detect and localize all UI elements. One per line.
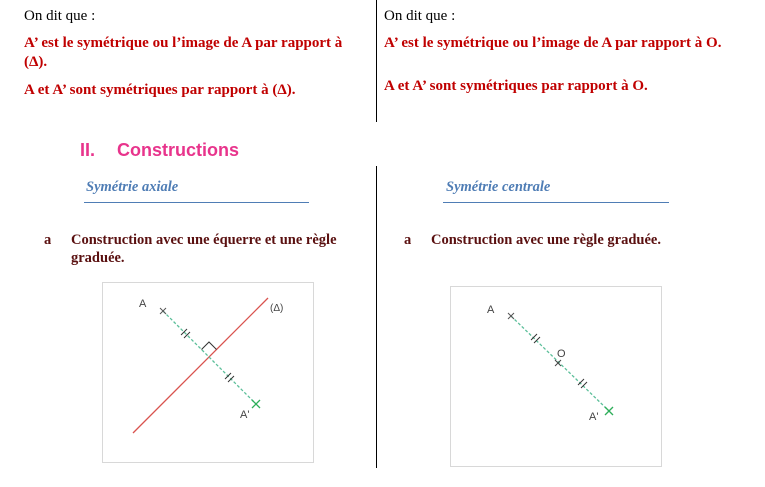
central-dashed-segment bbox=[511, 316, 609, 411]
label-a: A bbox=[139, 298, 147, 310]
axial-symmetry-figure bbox=[102, 282, 314, 463]
point-a-cross bbox=[160, 308, 166, 314]
label-delta: (Δ) bbox=[270, 303, 284, 314]
right-statement-1: A’ est le symétrique ou l’image de A par rapport à O. bbox=[384, 35, 722, 51]
central-point-a-cross bbox=[508, 313, 514, 319]
axial-dashed-segment bbox=[163, 311, 256, 404]
axial-figure-svg bbox=[103, 283, 313, 462]
central-symmetry-figure bbox=[450, 286, 662, 467]
central-figure-svg bbox=[451, 287, 661, 466]
section-number: II. bbox=[80, 140, 96, 160]
central-point-a-prime-cross bbox=[605, 407, 613, 415]
right-intro: On dit que : bbox=[384, 8, 456, 24]
central-label-a-prime: A' bbox=[589, 411, 599, 423]
axial-item-marker: a bbox=[44, 232, 52, 248]
central-subtitle: Symétrie centrale bbox=[446, 179, 551, 195]
point-a-prime-cross bbox=[252, 400, 260, 408]
central-subtitle-underline bbox=[443, 202, 669, 203]
column-divider-top bbox=[376, 0, 377, 122]
equal-length-ticks-2 bbox=[225, 373, 234, 382]
central-equal-ticks-2 bbox=[578, 379, 587, 388]
column-divider-bottom bbox=[376, 166, 377, 468]
axial-item-text: Construction avec une équerre et une règle graduée. bbox=[71, 232, 337, 266]
central-item-marker: a bbox=[404, 232, 412, 248]
axial-subtitle: Symétrie axiale bbox=[86, 179, 179, 195]
left-statement-1: A’ est le symétrique ou l’image de A par rapport à (Δ). bbox=[24, 35, 343, 70]
central-label-a: A bbox=[487, 304, 495, 316]
right-statement-2: A et A’ sont symétriques par rapport à O. bbox=[384, 78, 648, 94]
section-heading bbox=[80, 140, 239, 161]
axial-subtitle-underline bbox=[84, 202, 309, 203]
central-item-text: Construction avec une règle graduée. bbox=[431, 232, 661, 248]
label-a-prime: A' bbox=[240, 409, 250, 421]
right-angle-marker bbox=[202, 342, 217, 350]
left-statement-2: A et A’ sont symétriques par rapport à (Δ). bbox=[24, 82, 296, 98]
section-title: Constructions bbox=[117, 140, 240, 160]
central-equal-ticks-1 bbox=[531, 334, 540, 343]
label-o: O bbox=[557, 348, 566, 360]
left-intro: On dit que : bbox=[24, 8, 96, 24]
